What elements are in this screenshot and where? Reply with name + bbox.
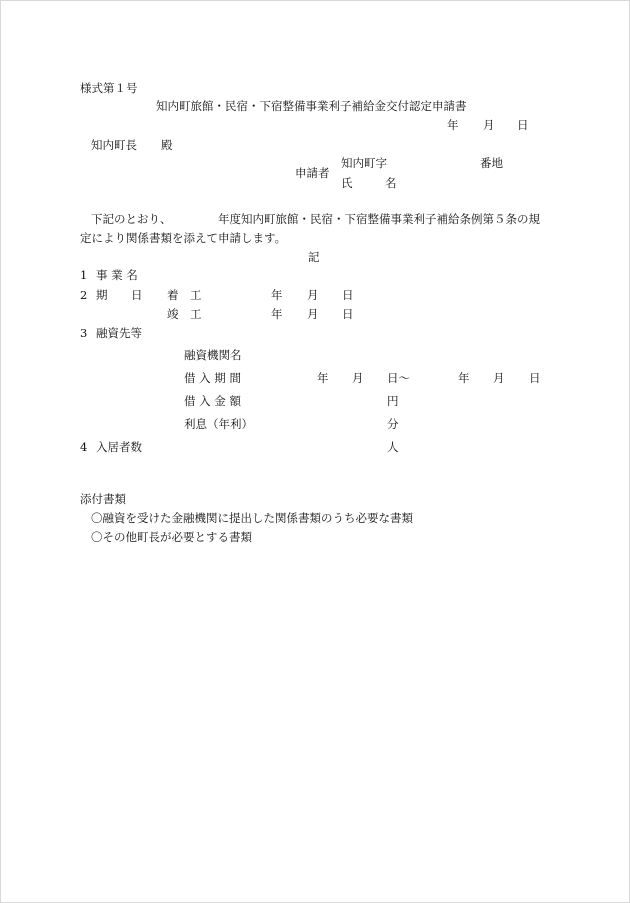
item3-period-month: 月 [352, 371, 364, 385]
item3-period-end-year: 年 [458, 371, 470, 385]
item2-label-2: 日 [131, 288, 143, 302]
item3-period-end-day: 日 [529, 371, 541, 385]
attachment-item: 〇その他町長が必要とする書類 [91, 530, 252, 544]
applicant-address-label: 知内町字 [341, 156, 387, 170]
item3-amount-unit: 円 [387, 394, 399, 408]
item4-unit: 人 [387, 440, 399, 454]
addressee-name: 知内町長 [91, 138, 137, 152]
item3-label: 融資先等 [96, 326, 142, 340]
item3-amount-label: 借 入 金 額 [184, 394, 241, 408]
item2-label-1: 期 [96, 288, 108, 302]
date-year: 年 [447, 118, 459, 132]
applicant-label: 申請者 [295, 166, 330, 180]
applicant-name-label-2: 名 [385, 176, 397, 190]
item2-end-day: 日 [342, 307, 354, 321]
item2-start-label: 着 工 [167, 288, 202, 302]
item2-end-month: 月 [307, 307, 319, 321]
date-day: 日 [517, 118, 529, 132]
attachment-item: 〇融資を受けた金融機関に提出した関係書類のうち必要な書類 [91, 511, 413, 525]
item4-number: 4 [80, 440, 88, 454]
item3-interest-unit: 分 [387, 417, 399, 431]
item3-number: 3 [80, 326, 88, 340]
attachments-heading: 添付書類 [80, 492, 126, 506]
applicant-name-label-1: 氏 [341, 176, 353, 190]
addressee-honorific: 殿 [161, 138, 173, 152]
ki-heading: 記 [308, 250, 320, 264]
item1-number: 1 [80, 268, 88, 282]
item3-period-end-month: 月 [493, 371, 505, 385]
item1-label: 事 業 名 [96, 268, 138, 282]
date-month: 月 [483, 118, 495, 132]
applicant-address-suffix: 番地 [480, 156, 503, 170]
item3-institution-label: 融資機関名 [184, 348, 242, 362]
form-title: 知内町旅館・民宿・下宿整備事業利子補給金交付認定申請書 [156, 99, 467, 113]
form-number: 様式第１号 [80, 81, 138, 95]
item2-start-day: 日 [342, 288, 354, 302]
item3-period-label: 借 入 期 間 [184, 371, 241, 385]
intro-line1-b: 年度知内町旅館・民宿・下宿整備事業利子補給条例第５条の規 [218, 212, 540, 226]
item2-end-year: 年 [271, 307, 283, 321]
item2-start-year: 年 [271, 288, 283, 302]
item2-start-month: 月 [307, 288, 319, 302]
item4-label: 入居者数 [96, 440, 142, 454]
intro-line1-a: 下記のとおり、 [91, 212, 172, 226]
item2-number: 2 [80, 288, 88, 302]
item3-period-day-range: 日〜 [387, 371, 410, 385]
item3-period-year: 年 [317, 371, 329, 385]
item3-interest-label: 利息（年利） [184, 417, 253, 431]
item2-end-label: 竣 工 [167, 307, 202, 321]
intro-line2: 定により関係書類を添えて申請します。 [80, 231, 287, 245]
